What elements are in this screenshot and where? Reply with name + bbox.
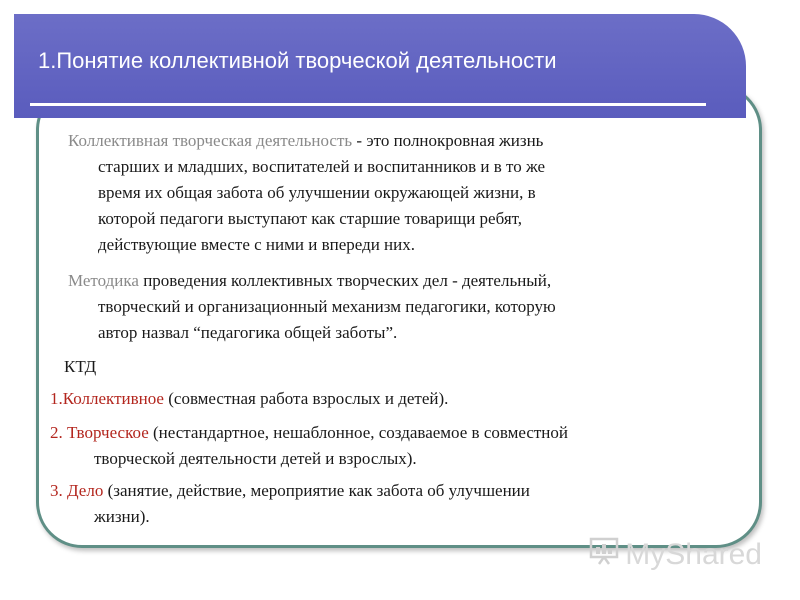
method-line-3: автор назвал “педагогика общей заботы”. — [98, 323, 398, 342]
presentation-board-icon — [589, 536, 619, 574]
list-item — [50, 478, 530, 530]
definition-term: Коллективная творческая деятельность — [68, 131, 353, 150]
title-underline — [30, 103, 706, 106]
watermark-text: MyShared — [625, 538, 762, 571]
slide-title: 1.Понятие коллективной творческой деятельности — [38, 48, 557, 73]
item-3-label: 3. Дело — [50, 481, 104, 500]
watermark — [589, 536, 762, 574]
definition-line-3: время их общая забота об улучшении окружающей жизни, в — [98, 183, 536, 202]
item-2-line-2: творческой деятельности детей и взрослых). — [94, 449, 417, 468]
definition-line-4: которой педагоги выступают как старшие товарищи ребят, — [98, 209, 523, 228]
method-line-2: творческий и организационный механизм педагогики, которую — [98, 297, 556, 316]
method-term: Методика — [68, 271, 139, 290]
item-2-text: (нестандартное, нешаблонное, создаваемое в совместной — [148, 423, 568, 442]
item-2-label: 2. Творческое — [50, 423, 149, 442]
paragraph-definition — [68, 128, 545, 258]
list-item — [50, 420, 568, 472]
method-line-1: проведения коллективных творческих дел - деятельный, — [138, 271, 552, 290]
ktd-heading: КТД — [64, 357, 97, 376]
definition-line-1: - это полнокровная жизнь — [352, 131, 544, 150]
paragraph-method — [68, 268, 556, 346]
item-1-text: (совместная работа взрослых и детей). — [163, 389, 449, 408]
definition-line-5: действующие вместе с ними и впереди них. — [98, 235, 416, 254]
item-3-text: (занятие, действие, мероприятие как забота об улучшении — [103, 481, 530, 500]
definition-line-2: старших и младших, воспитателей и воспитанников и в то же — [98, 157, 546, 176]
item-3-line-2: жизни). — [94, 507, 150, 526]
list-item — [50, 386, 448, 412]
item-1-label: 1.Коллективное — [50, 389, 164, 408]
